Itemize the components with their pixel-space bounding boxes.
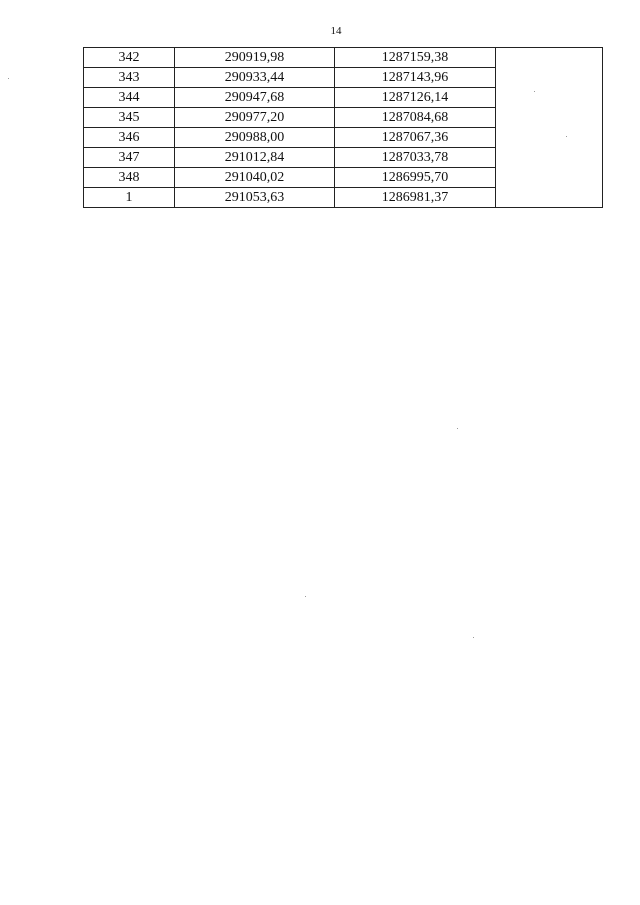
point-number-cell: 344: [84, 88, 175, 108]
point-number-cell: 1: [84, 188, 175, 208]
point-number-cell: 347: [84, 148, 175, 168]
point-number-cell: 348: [84, 168, 175, 188]
point-number-cell: 343: [84, 68, 175, 88]
scan-speck: [457, 428, 458, 429]
point-number-cell: 342: [84, 48, 175, 68]
y-coordinate-cell: 1287159,38: [335, 48, 496, 68]
x-coordinate-cell: 291053,63: [175, 188, 335, 208]
x-coordinate-cell: 290977,20: [175, 108, 335, 128]
y-coordinate-cell: 1287067,36: [335, 128, 496, 148]
scan-speck: [305, 596, 306, 597]
coordinates-table: [83, 47, 603, 208]
scan-speck: [473, 637, 474, 638]
x-coordinate-cell: 290947,68: [175, 88, 335, 108]
x-coordinate-cell: 290919,98: [175, 48, 335, 68]
y-coordinate-cell: 1286981,37: [335, 188, 496, 208]
scan-speck: [8, 78, 9, 79]
point-number-cell: 346: [84, 128, 175, 148]
y-coordinate-cell: 1287084,68: [335, 108, 496, 128]
y-coordinate-cell: 1287126,14: [335, 88, 496, 108]
merged-empty-cell: [496, 48, 603, 208]
x-coordinate-cell: 290933,44: [175, 68, 335, 88]
y-coordinate-cell: 1287143,96: [335, 68, 496, 88]
table-row: [84, 48, 603, 68]
page-number: 14: [330, 25, 342, 37]
scan-speck: [566, 136, 567, 137]
point-number-cell: 345: [84, 108, 175, 128]
y-coordinate-cell: 1287033,78: [335, 148, 496, 168]
scan-speck: [534, 91, 535, 92]
x-coordinate-cell: 291040,02: [175, 168, 335, 188]
x-coordinate-cell: 290988,00: [175, 128, 335, 148]
x-coordinate-cell: 291012,84: [175, 148, 335, 168]
y-coordinate-cell: 1286995,70: [335, 168, 496, 188]
